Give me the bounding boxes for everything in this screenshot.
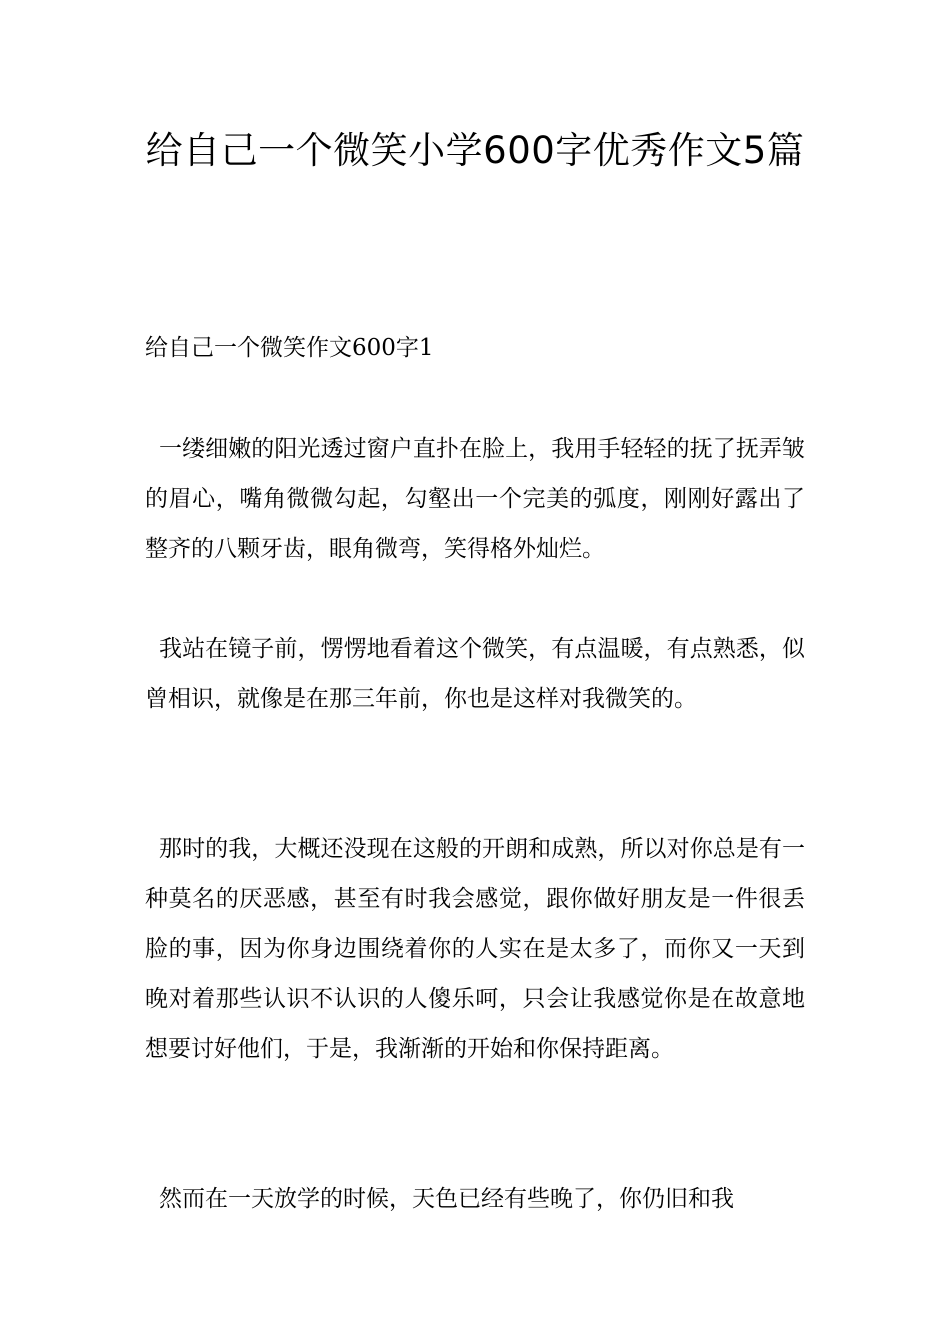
paragraph-3: 那时的我，大概还没现在这般的开朗和成熟，所以对你总是有一种莫名的厌恶感，甚至有时我会感觉，跟你做好朋友是一件很丢脸的事，因为你身边围绕着你的人实在是太多了，而你又一天到晚对着那些认识不认识的人傻乐呵，只会让我感觉你是在故意地想要讨好他们，于是，我渐渐的开始和你保持距离。 [145, 836, 805, 1062]
paragraph-1: 一缕细嫩的阳光透过窗户直扑在脸上，我用手轻轻的抚了抚弄皱的眉心，嘴角微微勾起，勾壑出一个完美的弧度，刚刚好露出了整齐的八颗牙齿，眼角微弯，笑得格外灿烂。 [145, 436, 805, 562]
paragraph-2: 我站在镜子前，愣愣地看着这个微笑，有点温暖，有点熟悉，似曾相识，就像是在那三年前，你也是这样对我微笑的。 [145, 636, 805, 712]
paragraph-4: 然而在一天放学的时候，天色已经有些晚了，你仍旧和我 [159, 1186, 734, 1212]
essay-heading: 给自己一个微笑作文600字1 [145, 335, 434, 361]
document-title: 给自己一个微笑小学600字优秀作文5篇 [145, 129, 805, 172]
